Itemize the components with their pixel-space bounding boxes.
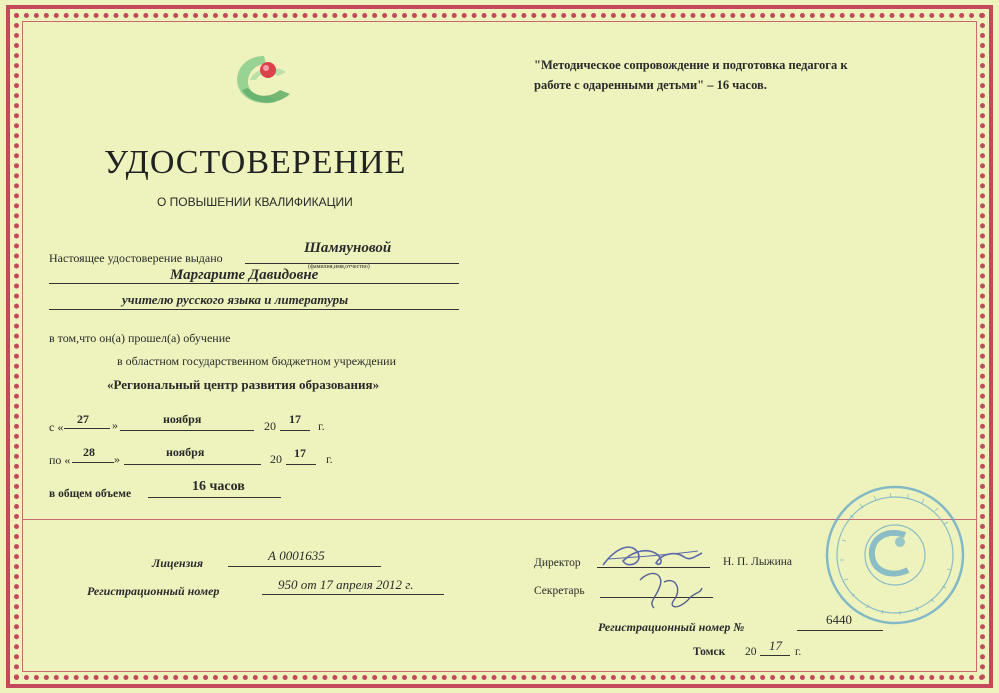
- volume-underline: [148, 497, 281, 498]
- to-year: 17: [294, 446, 306, 460]
- from-g: г.: [318, 419, 325, 433]
- issue-year-underline: [760, 655, 790, 656]
- from-month-underline: [120, 430, 254, 431]
- document-subtitle: О ПОВЫШЕНИИ КВАЛИФИКАЦИИ: [157, 195, 353, 209]
- program-title-line-2: работе с одаренными детьми" – 16 часов.: [534, 78, 767, 92]
- issue-reg-label: Регистрационный номер №: [598, 620, 745, 634]
- to-g: г.: [326, 452, 333, 466]
- completed-label: в том,что он(а) прошел(а) обучение: [49, 331, 231, 345]
- issue-reg-underline: [797, 630, 883, 631]
- issue-year-prefix: 20: [745, 646, 757, 658]
- from-prefix: с «: [49, 420, 64, 434]
- to-month: ноября: [166, 445, 205, 459]
- director-label: Директор: [534, 557, 581, 569]
- to-quote: »: [114, 452, 120, 466]
- from-year-underline: [280, 430, 310, 431]
- to-month-underline: [124, 464, 261, 465]
- license-reg-underline: [262, 594, 444, 595]
- to-year-prefix: 20: [270, 452, 282, 466]
- issue-year-g: г.: [795, 646, 802, 658]
- secretary-label: Секретарь: [534, 585, 585, 597]
- institution-name: «Региональный центр развития образования»: [107, 377, 380, 392]
- to-day-underline: [72, 462, 114, 463]
- issued-label: Настоящее удостоверение выдано: [49, 251, 223, 265]
- director-name: Н. П. Лыжина: [723, 556, 792, 568]
- from-month: ноября: [163, 412, 202, 426]
- to-prefix: по «: [49, 453, 71, 467]
- license-value: А 0001635: [268, 548, 325, 563]
- license-underline: [228, 566, 381, 567]
- secretary-signature: [630, 560, 710, 620]
- license-reg-value: 950 от 17 апреля 2012 г.: [278, 577, 414, 592]
- from-day: 27: [77, 412, 89, 426]
- to-year-underline: [286, 464, 316, 465]
- name-underline: [49, 283, 459, 284]
- official-stamp: [820, 480, 970, 630]
- city-label: Томск: [693, 646, 726, 658]
- from-day-underline: [64, 428, 110, 429]
- volume-label: в общем объеме: [49, 488, 132, 500]
- issue-year: 17: [769, 638, 782, 653]
- recipient-given-names: Маргарите Давидовне: [170, 267, 319, 283]
- to-day: 28: [83, 445, 95, 459]
- from-quote: »: [112, 418, 118, 432]
- license-reg-label: Регистрационный номер: [87, 584, 220, 598]
- issue-reg-value: 6440: [826, 612, 852, 627]
- position-underline: [49, 309, 459, 310]
- document-title: УДОСТОВЕРЕНИЕ: [104, 144, 407, 181]
- institution-logo: [230, 50, 298, 108]
- program-title-line-1: "Методическое сопровождение и подготовка педагога к: [534, 58, 848, 72]
- license-label: Лицензия: [152, 556, 204, 570]
- volume-value: 16 часов: [192, 479, 245, 494]
- name-hint: (фамилия,имя,отчество): [308, 264, 370, 270]
- recipient-surname: Шамяуновой: [304, 240, 392, 256]
- institution-label: в областном государственном бюджетном учреждении: [117, 354, 397, 368]
- from-year-prefix: 20: [264, 419, 276, 433]
- from-year: 17: [289, 412, 301, 426]
- recipient-position: учителю русского языка и литературы: [122, 292, 349, 307]
